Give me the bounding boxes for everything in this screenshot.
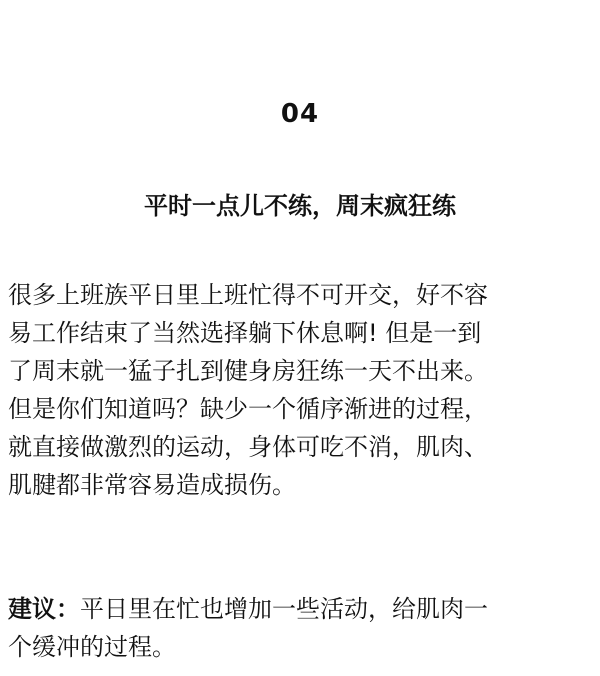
advice-line <box>8 590 592 628</box>
advice-line: 个缓冲的过程。 <box>8 633 176 661</box>
body-paragraph <box>8 276 592 504</box>
section-number: 04 <box>280 99 320 129</box>
paragraph-line: 了周末就一猛子扎到健身房狂练一天不出来。 <box>8 357 488 385</box>
advice-label: 建议： <box>8 595 80 623</box>
paragraph-line: 很多上班族平日里上班忙得不可开交，好不容 <box>8 281 488 309</box>
advice-text: 平日里在忙也增加一些活动，给肌肉一 <box>80 595 488 623</box>
paragraph-line: 就直接做激烈的运动，身体可吃不消，肌肉、 <box>8 433 488 461</box>
section-title: 平时一点儿不练，周末疯狂练 <box>144 192 456 220</box>
paragraph-line: 易工作结束了当然选择躺下休息啊! 但是一到 <box>8 319 482 347</box>
paragraph-line: 肌腱都非常容易造成损伤。 <box>8 471 296 499</box>
paragraph-line: 但是你们知道吗？缺少一个循序渐进的过程， <box>8 395 488 423</box>
advice-paragraph <box>8 590 592 666</box>
